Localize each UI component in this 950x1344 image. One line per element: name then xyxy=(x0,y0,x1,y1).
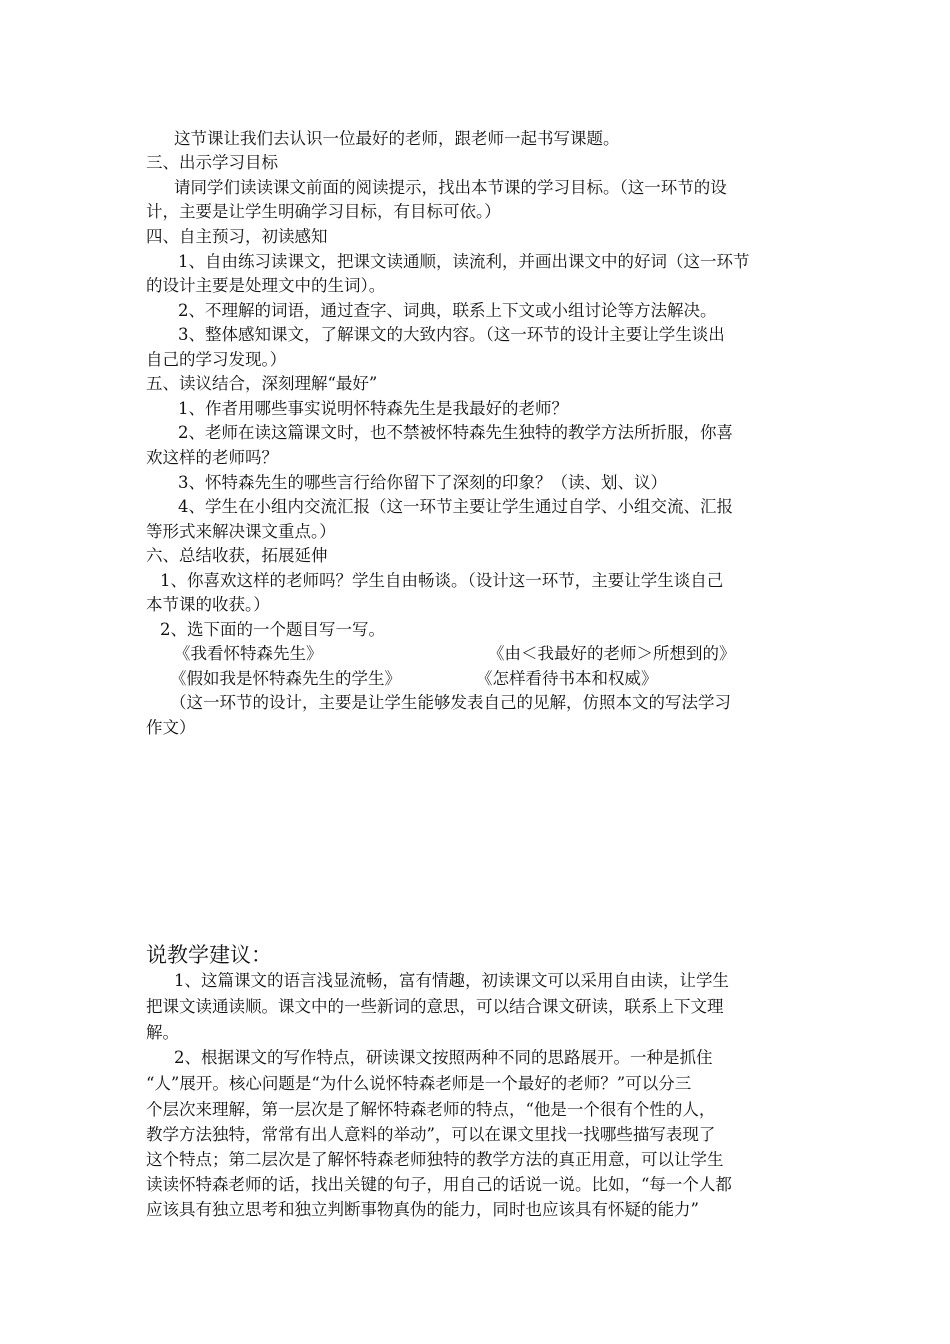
section-heading: 五、读议结合，深刻理解“最好” xyxy=(146,374,378,393)
section-heading: 六、总结收获，拓展延伸 xyxy=(146,546,328,565)
text-line: 1、自由练习读课文，把课文读通顺，读流利，并画出课文中的好词（这一环节 xyxy=(178,252,750,271)
text-line: 这个特点；第二层次是了解怀特森老师独特的教学方法的真正用意，可以让学生 xyxy=(146,1150,724,1169)
text-line: 欢这样的老师吗？ xyxy=(146,448,278,467)
text-line: 等形式来解决课文重点。） xyxy=(146,522,336,541)
text-line: 1、作者用哪些事实说明怀特森先生是我最好的老师？ xyxy=(178,399,568,418)
text-line: 这节课让我们去认识一位最好的老师，跟老师一起书写课题。 xyxy=(174,129,620,148)
text-line: 读读怀特森老师的话，找出关键的句子，用自己的话说一说。比如，“每一个人都 xyxy=(146,1175,732,1194)
advice-heading: 说教学建议： xyxy=(146,943,272,967)
text-line: 2、老师在读这篇课文时，也不禁被怀特森先生独特的教学方法所折服，你喜 xyxy=(178,423,733,442)
text-line: 1、这篇课文的语言浅显流畅，富有情趣，初读课文可以采用自由读，让学生 xyxy=(174,971,729,990)
text-line: 2、选下面的一个题目写一写。 xyxy=(160,620,385,639)
text-line: 教学方法独特，常常有出人意料的举动”，可以在课文里找一找哪些描写表现了 xyxy=(146,1125,716,1144)
text-line: “人”展开。核心问题是“为什么说怀特森老师是一个最好的老师？”可以分三 xyxy=(146,1074,692,1093)
text-line: 3、怀特森先生的哪些言行给你留下了深刻的印象？（读、划、议） xyxy=(178,473,667,492)
text-line: 计，主要是让学生明确学习目标，有目标可依。） xyxy=(146,202,501,221)
text-line: 本节课的收获。） xyxy=(146,595,270,614)
text-line: 请同学们读读课文前面的阅读提示，找出本节课的学习目标。（这一环节的设 xyxy=(174,178,727,197)
topic-title: 《假如我是怀特森先生的学生》 xyxy=(170,669,401,688)
text-line: 应该具有独立思考和独立判断事物真伪的能力，同时也应该具有怀疑的能力” xyxy=(146,1200,699,1219)
text-line: 的设计主要是处理文中的生词）。 xyxy=(146,276,386,295)
text-line: 把课文读通读顺。课文中的一些新词的意思，可以结合课文研读，联系上下文理 xyxy=(146,997,724,1016)
text-line: 作文） xyxy=(146,718,196,737)
text-line: 个层次来理解，第一层次是了解怀特森老师的特点，“他是一个很有个性的人， xyxy=(146,1100,716,1119)
text-line: 3、整体感知课文，了解课文的大致内容。（这一环节的设计主要让学生谈出 xyxy=(178,325,725,344)
topic-title: 《由＜我最好的老师＞所想到的》 xyxy=(488,644,736,663)
text-line: 自己的学习发现。） xyxy=(146,350,287,369)
text-line: 2、根据课文的写作特点，研读课文按照两种不同的思路展开。一种是抓住 xyxy=(174,1048,713,1067)
text-line: 1、你喜欢这样的老师吗？学生自由畅谈。（设计这一环节，主要让学生谈自己 xyxy=(160,571,724,590)
text-line: 4、学生在小组内交流汇报（这一环节主要让学生通过自学、小组交流、汇报 xyxy=(178,497,733,516)
section-heading: 四、自主预习，初读感知 xyxy=(146,227,328,246)
section-heading: 三、出示学习目标 xyxy=(146,153,278,172)
text-line: （这一环节的设计，主要是让学生能够发表自己的见解，仿照本文的写法学习 xyxy=(170,693,731,712)
text-line: 解。 xyxy=(146,1023,179,1042)
topic-title: 《我看怀特森先生》 xyxy=(174,644,323,663)
topic-title: 《怎样看待书本和权威》 xyxy=(476,669,658,688)
text-line: 2、不理解的词语，通过查字、词典，联系上下文或小组讨论等方法解决。 xyxy=(178,301,717,320)
